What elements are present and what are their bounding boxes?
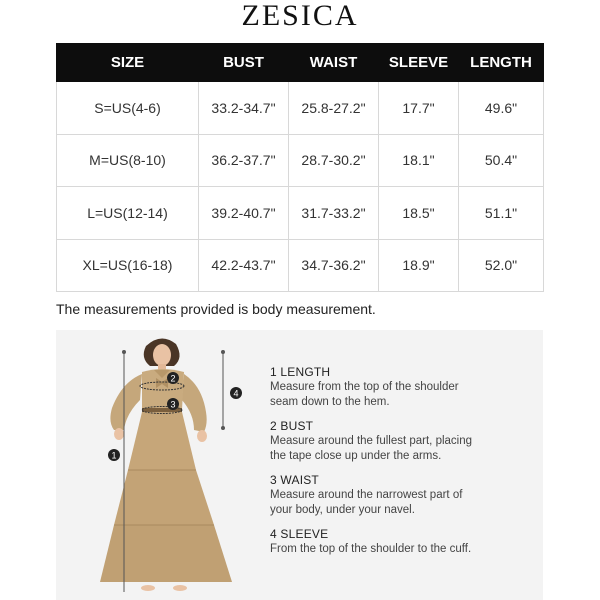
- step-description-line: your body, under your navel.: [270, 503, 415, 516]
- step-bust: [270, 419, 530, 463]
- cell-length: 50.4": [459, 134, 544, 187]
- brand-logo: ZESICA: [241, 0, 359, 32]
- step-sleeve: [270, 527, 530, 557]
- measurement-instructions: [270, 365, 530, 567]
- size-chart-table: [56, 43, 544, 292]
- cell-bust: 42.2-43.7": [199, 239, 289, 292]
- cell-sleeve: 18.1": [379, 134, 459, 187]
- svg-text:1: 1: [111, 450, 117, 461]
- marker-3: [167, 398, 179, 410]
- step-length: [270, 365, 530, 409]
- cell-bust: 36.2-37.7": [199, 134, 289, 187]
- table-row: [57, 239, 544, 292]
- step-waist: [270, 473, 530, 517]
- cell-size: M=US(8-10): [57, 134, 199, 187]
- step-description-line: seam down to the hem.: [270, 395, 390, 408]
- cell-sleeve: 18.5": [379, 187, 459, 240]
- header-length: LENGTH: [459, 44, 544, 82]
- cell-waist: 28.7-30.2": [289, 134, 379, 187]
- measurement-guide: [56, 330, 543, 600]
- table-header-row: [57, 44, 544, 82]
- step-description-line: Measure around the narrowest part of: [270, 489, 463, 501]
- marker-2: [167, 372, 179, 384]
- header-waist: WAIST: [289, 44, 379, 82]
- header-sleeve: SLEEVE: [379, 44, 459, 82]
- step-description-line: Measure from the top of the shoulder: [270, 381, 459, 393]
- header-size: SIZE: [57, 44, 199, 82]
- step-title: 1 LENGTH: [270, 365, 331, 379]
- cell-length: 49.6": [459, 82, 544, 135]
- model-figure-illustration: [56, 330, 276, 600]
- svg-text:3: 3: [170, 399, 176, 410]
- cell-bust: 33.2-34.7": [199, 82, 289, 135]
- step-description-line: Measure around the fullest part, placing: [270, 435, 473, 447]
- cell-bust: 39.2-40.7": [199, 187, 289, 240]
- cell-waist: 34.7-36.2": [289, 239, 379, 292]
- marker-4: [230, 387, 242, 399]
- cell-waist: 31.7-33.2": [289, 187, 379, 240]
- step-title: 2 BUST: [270, 419, 314, 433]
- header-bust: BUST: [199, 44, 289, 82]
- table-row: [57, 187, 544, 240]
- table-row: [57, 134, 544, 187]
- cell-length: 52.0": [459, 239, 544, 292]
- step-description-line: the tape close up under the arms.: [270, 449, 442, 462]
- cell-size: L=US(12-14): [57, 187, 199, 240]
- svg-text:2: 2: [170, 373, 176, 384]
- step-title: 3 WAIST: [270, 473, 319, 487]
- marker-1: [108, 449, 120, 461]
- cell-length: 51.1": [459, 187, 544, 240]
- step-title: 4 SLEEVE: [270, 527, 329, 541]
- cell-size: XL=US(16-18): [57, 239, 199, 292]
- step-description-line: From the top of the shoulder to the cuff.: [270, 543, 472, 555]
- cell-sleeve: 17.7": [379, 82, 459, 135]
- cell-size: S=US(4-6): [57, 82, 199, 135]
- cell-sleeve: 18.9": [379, 239, 459, 292]
- measurement-note: The measurements provided is body measurement.: [56, 301, 376, 317]
- table-row: [57, 82, 544, 135]
- cell-waist: 25.8-27.2": [289, 82, 379, 135]
- svg-text:4: 4: [233, 388, 239, 399]
